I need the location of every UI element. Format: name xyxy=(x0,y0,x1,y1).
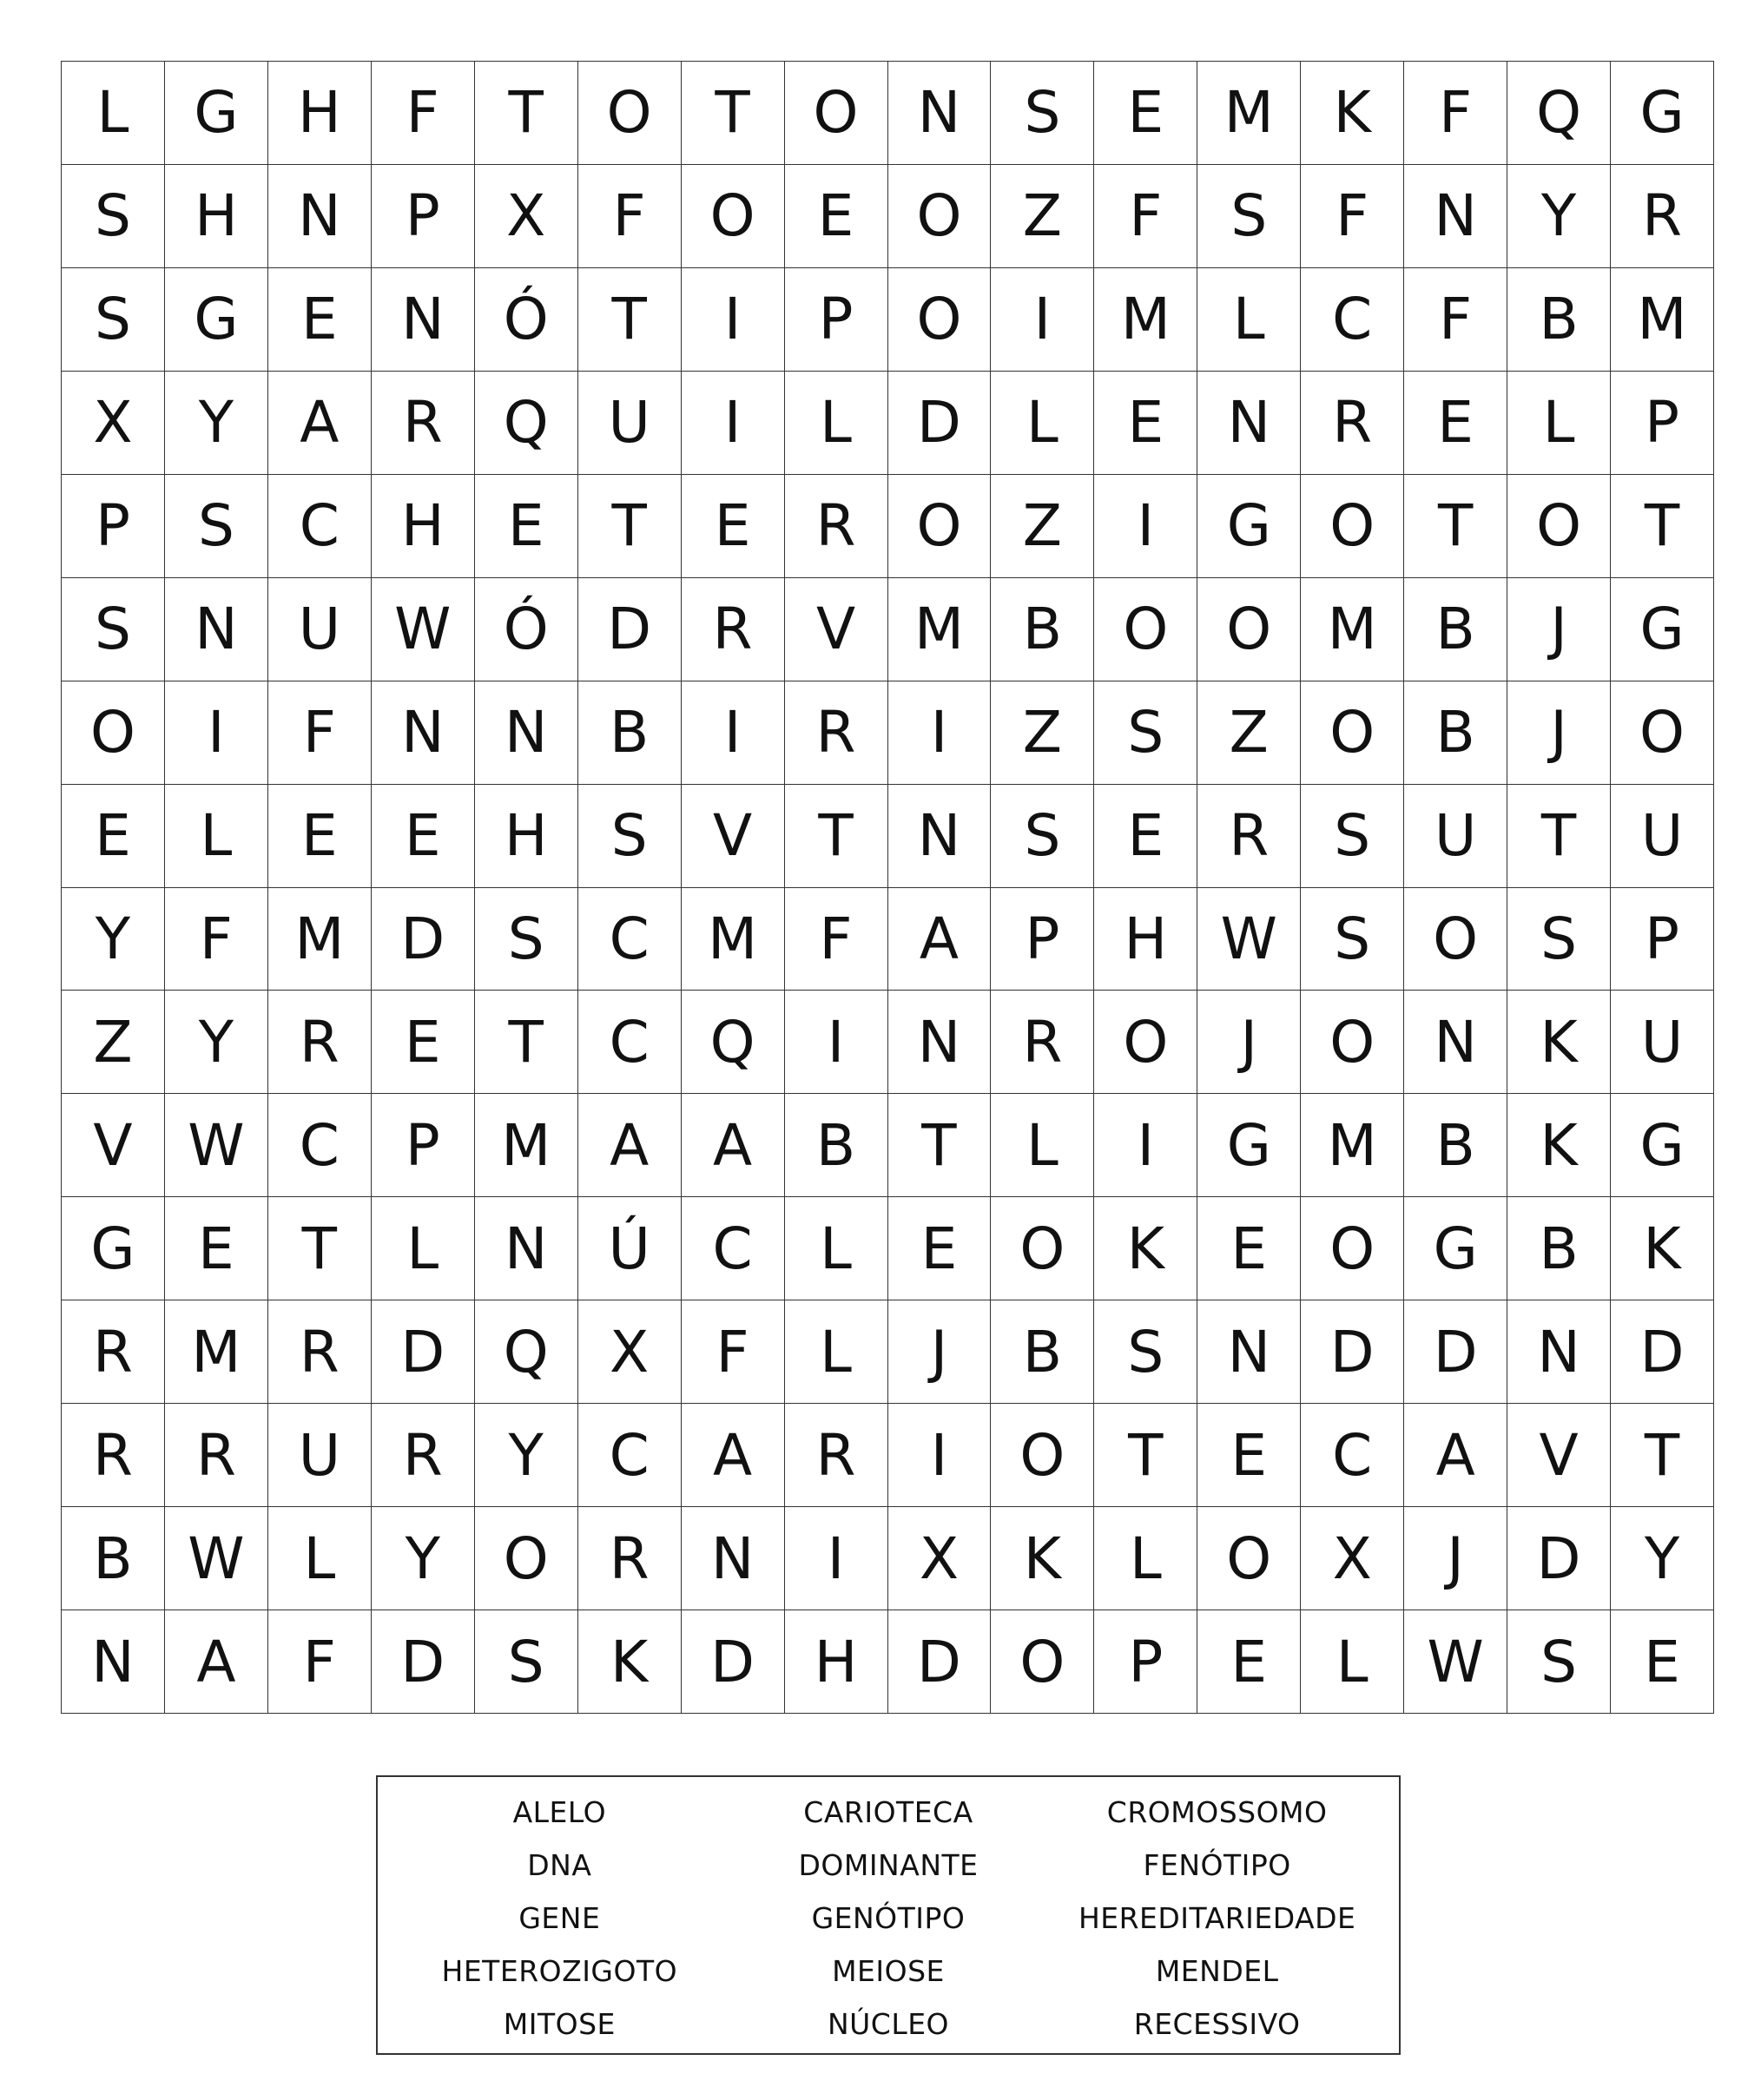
grid-cell[interactable]: K xyxy=(1094,1197,1197,1300)
grid-cell[interactable]: S xyxy=(1301,785,1404,888)
grid-cell[interactable]: O xyxy=(888,475,992,578)
word-list-item: MEIOSE xyxy=(832,1954,945,1988)
grid-cell[interactable]: K xyxy=(578,1610,682,1714)
grid-cell[interactable]: R xyxy=(1301,372,1404,475)
grid-cell[interactable]: P xyxy=(1094,1610,1197,1714)
grid-cell[interactable]: R xyxy=(578,1507,682,1610)
grid-cell[interactable]: G xyxy=(1404,1197,1507,1300)
grid-cell[interactable]: I xyxy=(682,681,785,785)
grid-cell[interactable]: E xyxy=(62,785,165,888)
grid-cell[interactable]: O xyxy=(991,1404,1094,1507)
grid-cell[interactable]: B xyxy=(1507,1197,1611,1300)
grid-cell[interactable]: W xyxy=(1197,888,1301,991)
grid-cell[interactable]: Q xyxy=(682,991,785,1094)
grid-cell[interactable]: I xyxy=(682,372,785,475)
grid-cell[interactable]: K xyxy=(1507,1094,1611,1197)
grid-cell[interactable]: L xyxy=(1094,1507,1197,1610)
grid-cell[interactable]: B xyxy=(1404,578,1507,681)
grid-cell[interactable]: E xyxy=(888,1197,992,1300)
grid-cell[interactable]: D xyxy=(578,578,682,681)
grid-cell[interactable]: F xyxy=(165,888,268,991)
grid-cell[interactable]: R xyxy=(785,1404,888,1507)
grid-cell[interactable]: A xyxy=(165,1610,268,1714)
grid-cell[interactable]: L xyxy=(62,62,165,165)
grid-cell[interactable]: E xyxy=(268,785,372,888)
grid-cell[interactable]: R xyxy=(372,1404,475,1507)
grid-cell[interactable]: C xyxy=(1301,1404,1404,1507)
grid-cell[interactable]: W xyxy=(165,1094,268,1197)
grid-cell[interactable]: Y xyxy=(475,1404,578,1507)
grid-cell[interactable]: G xyxy=(62,1197,165,1300)
word-list-item: RECESSIVO xyxy=(1133,2007,1301,2041)
grid-cell[interactable]: V xyxy=(785,578,888,681)
grid-cell[interactable]: F xyxy=(785,888,888,991)
grid-cell[interactable]: O xyxy=(682,165,785,268)
grid-cell[interactable]: I xyxy=(991,268,1094,372)
grid-cell[interactable]: K xyxy=(991,1507,1094,1610)
grid-cell[interactable]: O xyxy=(1611,681,1714,785)
grid-cell[interactable]: B xyxy=(1507,268,1611,372)
grid-cell[interactable]: X xyxy=(1301,1507,1404,1610)
grid-cell[interactable]: S xyxy=(475,1610,578,1714)
grid-cell[interactable]: U xyxy=(1611,785,1714,888)
grid-cell[interactable]: M xyxy=(1301,578,1404,681)
grid-cell[interactable]: A xyxy=(578,1094,682,1197)
grid-cell[interactable]: T xyxy=(268,1197,372,1300)
grid-cell[interactable]: E xyxy=(1094,785,1197,888)
grid-cell[interactable]: J xyxy=(888,1300,992,1404)
grid-cell[interactable]: N xyxy=(1404,165,1507,268)
grid-cell[interactable]: E xyxy=(682,475,785,578)
grid-cell[interactable]: D xyxy=(1507,1507,1611,1610)
grid-cell[interactable]: G xyxy=(165,62,268,165)
grid-cell[interactable]: F xyxy=(1404,62,1507,165)
grid-cell[interactable]: O xyxy=(1301,475,1404,578)
grid-cell[interactable]: T xyxy=(1611,475,1714,578)
grid-cell[interactable]: O xyxy=(1094,578,1197,681)
grid-cell[interactable]: U xyxy=(268,1404,372,1507)
grid-cell[interactable]: L xyxy=(1507,372,1611,475)
grid-cell[interactable]: B xyxy=(578,681,682,785)
grid-cell[interactable]: E xyxy=(372,785,475,888)
grid-cell[interactable]: M xyxy=(1094,268,1197,372)
grid-cell[interactable]: N xyxy=(1507,1300,1611,1404)
grid-cell[interactable]: E xyxy=(372,991,475,1094)
word-list-item: FENÓTIPO xyxy=(1143,1848,1291,1882)
grid-cell[interactable]: L xyxy=(785,372,888,475)
grid-cell[interactable]: R xyxy=(1611,165,1714,268)
grid-cell[interactable]: R xyxy=(268,1300,372,1404)
grid-cell[interactable]: Y xyxy=(1507,165,1611,268)
grid-cell[interactable]: O xyxy=(1094,991,1197,1094)
grid-cell[interactable]: R xyxy=(785,681,888,785)
grid-cell[interactable]: A xyxy=(1404,1404,1507,1507)
grid-cell[interactable]: M xyxy=(268,888,372,991)
grid-cell[interactable]: S xyxy=(62,165,165,268)
grid-cell[interactable]: F xyxy=(1094,165,1197,268)
grid-cell[interactable]: F xyxy=(682,1300,785,1404)
grid-cell[interactable]: D xyxy=(372,1300,475,1404)
grid-cell[interactable]: J xyxy=(1507,681,1611,785)
grid-cell[interactable]: N xyxy=(475,1197,578,1300)
grid-cell[interactable]: D xyxy=(888,1610,992,1714)
grid-cell[interactable]: A xyxy=(682,1094,785,1197)
grid-cell[interactable]: B xyxy=(1404,1094,1507,1197)
grid-cell[interactable]: T xyxy=(475,991,578,1094)
grid-cell[interactable]: N xyxy=(372,268,475,372)
grid-cell[interactable]: T xyxy=(1094,1404,1197,1507)
grid-cell[interactable]: G xyxy=(1611,578,1714,681)
grid-cell[interactable]: S xyxy=(991,785,1094,888)
grid-cell[interactable]: I xyxy=(1094,475,1197,578)
grid-cell[interactable]: F xyxy=(268,1610,372,1714)
grid-cell[interactable]: R xyxy=(62,1300,165,1404)
grid-cell[interactable]: H xyxy=(475,785,578,888)
grid-cell[interactable]: F xyxy=(578,165,682,268)
word-search-grid xyxy=(61,61,1714,1714)
word-list-item: HEREDITARIEDADE xyxy=(1078,1901,1356,1935)
word-list-item: DOMINANTE xyxy=(798,1848,979,1882)
word-list-item: ALELO xyxy=(512,1795,607,1829)
grid-cell[interactable]: C xyxy=(268,475,372,578)
grid-cell[interactable]: S xyxy=(991,62,1094,165)
grid-cell[interactable]: S xyxy=(1507,1610,1611,1714)
grid-cell[interactable]: T xyxy=(1611,1404,1714,1507)
grid-cell[interactable]: O xyxy=(1301,991,1404,1094)
word-list-item: GENÓTIPO xyxy=(811,1901,966,1935)
grid-cell[interactable]: L xyxy=(991,372,1094,475)
grid-cell[interactable]: E xyxy=(268,268,372,372)
grid-cell[interactable]: A xyxy=(268,372,372,475)
grid-cell[interactable]: R xyxy=(165,1404,268,1507)
grid-cell[interactable]: D xyxy=(372,888,475,991)
word-list-item: GENE xyxy=(518,1901,601,1935)
grid-cell[interactable]: Z xyxy=(991,475,1094,578)
grid-cell[interactable]: E xyxy=(165,1197,268,1300)
grid-cell[interactable]: L xyxy=(268,1507,372,1610)
grid-cell[interactable]: D xyxy=(1301,1300,1404,1404)
grid-cell[interactable]: U xyxy=(268,578,372,681)
grid-cell[interactable]: F xyxy=(1301,165,1404,268)
grid-cell[interactable]: K xyxy=(1507,991,1611,1094)
grid-cell[interactable]: B xyxy=(991,1300,1094,1404)
grid-cell[interactable]: P xyxy=(372,165,475,268)
grid-cell[interactable]: S xyxy=(1094,1300,1197,1404)
grid-cell[interactable]: Q xyxy=(475,372,578,475)
grid-cell[interactable]: Ó xyxy=(475,578,578,681)
grid-cell[interactable]: U xyxy=(1611,991,1714,1094)
grid-cell[interactable]: C xyxy=(682,1197,785,1300)
grid-cell[interactable]: I xyxy=(682,268,785,372)
grid-cell[interactable]: E xyxy=(475,475,578,578)
grid-cell[interactable]: S xyxy=(578,785,682,888)
word-list-item: CROMOSSOMO xyxy=(1106,1795,1328,1829)
grid-cell[interactable]: R xyxy=(1197,785,1301,888)
grid-cell[interactable]: F xyxy=(372,62,475,165)
grid-cell[interactable]: T xyxy=(475,62,578,165)
grid-cell[interactable]: D xyxy=(1611,1300,1714,1404)
grid-cell[interactable]: K xyxy=(1301,62,1404,165)
grid-cell[interactable]: M xyxy=(1197,62,1301,165)
word-list xyxy=(376,1775,1401,2055)
grid-cell[interactable]: N xyxy=(888,785,992,888)
grid-cell[interactable]: O xyxy=(1301,1197,1404,1300)
grid-cell[interactable]: H xyxy=(1094,888,1197,991)
grid-cell[interactable]: N xyxy=(165,578,268,681)
grid-cell[interactable]: N xyxy=(682,1507,785,1610)
grid-cell[interactable]: S xyxy=(165,475,268,578)
grid-cell[interactable]: I xyxy=(785,991,888,1094)
grid-cell[interactable]: D xyxy=(682,1610,785,1714)
grid-cell[interactable]: S xyxy=(1507,888,1611,991)
grid-cell[interactable]: T xyxy=(682,62,785,165)
grid-cell[interactable]: S xyxy=(1094,681,1197,785)
word-list-item: NÚCLEO xyxy=(827,2007,950,2041)
grid-cell[interactable]: Z xyxy=(62,991,165,1094)
grid-cell[interactable]: W xyxy=(372,578,475,681)
grid-cell[interactable]: G xyxy=(165,268,268,372)
grid-cell[interactable]: R xyxy=(268,991,372,1094)
grid-cell[interactable]: O xyxy=(785,62,888,165)
grid-cell[interactable]: I xyxy=(165,681,268,785)
grid-cell[interactable]: W xyxy=(165,1507,268,1610)
grid-cell[interactable]: Z xyxy=(1197,681,1301,785)
word-list-item: DNA xyxy=(527,1848,592,1882)
grid-cell[interactable]: U xyxy=(578,372,682,475)
grid-cell[interactable]: Z xyxy=(991,681,1094,785)
grid-cell[interactable]: L xyxy=(372,1197,475,1300)
grid-cell[interactable]: H xyxy=(165,165,268,268)
grid-cell[interactable]: N xyxy=(475,681,578,785)
grid-cell[interactable]: A xyxy=(682,1404,785,1507)
grid-cell[interactable]: P xyxy=(62,475,165,578)
grid-cell[interactable]: Y xyxy=(165,991,268,1094)
grid-cell[interactable]: N xyxy=(268,165,372,268)
grid-cell[interactable]: R xyxy=(682,578,785,681)
grid-cell[interactable]: O xyxy=(888,165,992,268)
grid-cell[interactable]: D xyxy=(1404,1300,1507,1404)
grid-cell[interactable]: J xyxy=(1507,578,1611,681)
word-list-item: CARIOTECA xyxy=(803,1795,973,1829)
grid-cell[interactable]: Y xyxy=(62,888,165,991)
grid-cell[interactable]: P xyxy=(1611,372,1714,475)
grid-cell[interactable]: V xyxy=(682,785,785,888)
grid-cell[interactable]: O xyxy=(1197,1507,1301,1610)
grid-cell[interactable]: O xyxy=(62,681,165,785)
grid-cell[interactable]: L xyxy=(1197,268,1301,372)
grid-cell[interactable]: G xyxy=(1197,475,1301,578)
grid-cell[interactable]: E xyxy=(1197,1404,1301,1507)
grid-cell[interactable]: E xyxy=(1094,62,1197,165)
grid-cell[interactable]: O xyxy=(1507,475,1611,578)
grid-cell[interactable]: Ó xyxy=(475,268,578,372)
grid-cell[interactable]: C xyxy=(578,1404,682,1507)
grid-cell[interactable]: T xyxy=(1507,785,1611,888)
grid-cell[interactable]: R xyxy=(785,475,888,578)
grid-cell[interactable]: G xyxy=(1611,62,1714,165)
grid-cell[interactable]: C xyxy=(268,1094,372,1197)
grid-cell[interactable]: Y xyxy=(1611,1507,1714,1610)
grid-cell[interactable]: O xyxy=(991,1197,1094,1300)
grid-cell[interactable]: D xyxy=(372,1610,475,1714)
grid-cell[interactable]: N xyxy=(888,62,992,165)
grid-cell[interactable]: E xyxy=(1197,1197,1301,1300)
grid-cell[interactable]: C xyxy=(1301,268,1404,372)
grid-cell[interactable]: X xyxy=(475,165,578,268)
grid-cell[interactable]: W xyxy=(1404,1610,1507,1714)
grid-cell[interactable]: E xyxy=(785,165,888,268)
grid-cell[interactable]: V xyxy=(62,1094,165,1197)
grid-cell[interactable]: P xyxy=(372,1094,475,1197)
grid-cell[interactable]: X xyxy=(578,1300,682,1404)
grid-cell[interactable]: N xyxy=(62,1610,165,1714)
grid-cell[interactable]: N xyxy=(1197,1300,1301,1404)
grid-cell[interactable]: E xyxy=(1197,1610,1301,1714)
grid-cell[interactable]: T xyxy=(785,785,888,888)
grid-cell[interactable]: R xyxy=(372,372,475,475)
word-list-item: MITOSE xyxy=(503,2007,616,2041)
grid-cell[interactable]: C xyxy=(578,991,682,1094)
grid-cell[interactable]: E xyxy=(1094,372,1197,475)
grid-cell[interactable]: N xyxy=(1197,372,1301,475)
grid-cell[interactable]: B xyxy=(785,1094,888,1197)
grid-cell[interactable]: O xyxy=(578,62,682,165)
grid-cell[interactable]: Y xyxy=(165,372,268,475)
grid-cell[interactable]: X xyxy=(888,1507,992,1610)
grid-cell[interactable]: O xyxy=(1404,888,1507,991)
grid-cell[interactable]: H xyxy=(372,475,475,578)
grid-cell[interactable]: M xyxy=(682,888,785,991)
grid-cell[interactable]: Q xyxy=(475,1300,578,1404)
grid-cell[interactable]: E xyxy=(1611,1610,1714,1714)
grid-cell[interactable]: F xyxy=(1404,268,1507,372)
grid-cell[interactable]: V xyxy=(1507,1404,1611,1507)
grid-cell[interactable]: S xyxy=(62,578,165,681)
grid-cell[interactable]: I xyxy=(888,1404,992,1507)
grid-cell[interactable]: G xyxy=(1611,1094,1714,1197)
grid-cell[interactable]: M xyxy=(888,578,992,681)
grid-cell[interactable]: O xyxy=(475,1507,578,1610)
grid-cell[interactable]: L xyxy=(165,785,268,888)
grid-cell[interactable]: G xyxy=(1197,1094,1301,1197)
grid-cell[interactable]: R xyxy=(62,1404,165,1507)
grid-cell[interactable]: A xyxy=(888,888,992,991)
grid-cell[interactable]: M xyxy=(165,1300,268,1404)
grid-cell[interactable]: N xyxy=(888,991,992,1094)
grid-cell[interactable]: J xyxy=(1197,991,1301,1094)
grid-cell[interactable]: M xyxy=(1611,268,1714,372)
grid-cell[interactable]: C xyxy=(578,888,682,991)
grid-cell[interactable]: T xyxy=(1404,475,1507,578)
grid-cell[interactable]: F xyxy=(268,681,372,785)
grid-cell[interactable]: S xyxy=(475,888,578,991)
grid-cell[interactable]: O xyxy=(888,268,992,372)
grid-cell[interactable]: B xyxy=(991,578,1094,681)
grid-cell[interactable]: Z xyxy=(991,165,1094,268)
grid-cell[interactable]: Ú xyxy=(578,1197,682,1300)
grid-cell[interactable]: L xyxy=(785,1197,888,1300)
grid-cell[interactable]: Y xyxy=(372,1507,475,1610)
grid-cell[interactable]: E xyxy=(1404,372,1507,475)
word-list-item: MENDEL xyxy=(1155,1954,1279,1988)
grid-cell[interactable]: T xyxy=(578,475,682,578)
grid-cell[interactable]: U xyxy=(1404,785,1507,888)
grid-cell[interactable]: P xyxy=(991,888,1094,991)
grid-cell[interactable]: K xyxy=(1611,1197,1714,1300)
grid-cell[interactable]: R xyxy=(991,991,1094,1094)
grid-cell[interactable]: N xyxy=(372,681,475,785)
grid-cell[interactable]: Q xyxy=(1507,62,1611,165)
grid-cell[interactable]: I xyxy=(888,681,992,785)
grid-cell[interactable]: L xyxy=(785,1300,888,1404)
grid-cell[interactable]: H xyxy=(785,1610,888,1714)
grid-cell[interactable]: J xyxy=(1404,1507,1507,1610)
word-list-item: HETEROZIGOTO xyxy=(441,1954,678,1988)
grid-cell[interactable]: S xyxy=(62,268,165,372)
grid-cell[interactable]: N xyxy=(1404,991,1507,1094)
grid-cell[interactable]: O xyxy=(1197,578,1301,681)
grid-cell[interactable]: D xyxy=(888,372,992,475)
grid-cell[interactable]: P xyxy=(1611,888,1714,991)
grid-cell[interactable]: P xyxy=(785,268,888,372)
grid-cell[interactable]: O xyxy=(1301,681,1404,785)
grid-cell[interactable]: S xyxy=(1197,165,1301,268)
grid-cell[interactable]: B xyxy=(1404,681,1507,785)
grid-cell[interactable]: B xyxy=(62,1507,165,1610)
grid-cell[interactable]: I xyxy=(1094,1094,1197,1197)
grid-cell[interactable]: O xyxy=(991,1610,1094,1714)
grid-cell[interactable]: T xyxy=(888,1094,992,1197)
grid-cell[interactable]: I xyxy=(785,1507,888,1610)
grid-cell[interactable]: S xyxy=(1301,888,1404,991)
grid-cell[interactable]: L xyxy=(1301,1610,1404,1714)
grid-cell[interactable]: T xyxy=(578,268,682,372)
grid-cell[interactable]: L xyxy=(991,1094,1094,1197)
grid-cell[interactable]: X xyxy=(62,372,165,475)
grid-cell[interactable]: M xyxy=(475,1094,578,1197)
grid-cell[interactable]: H xyxy=(268,62,372,165)
grid-cell[interactable]: M xyxy=(1301,1094,1404,1197)
